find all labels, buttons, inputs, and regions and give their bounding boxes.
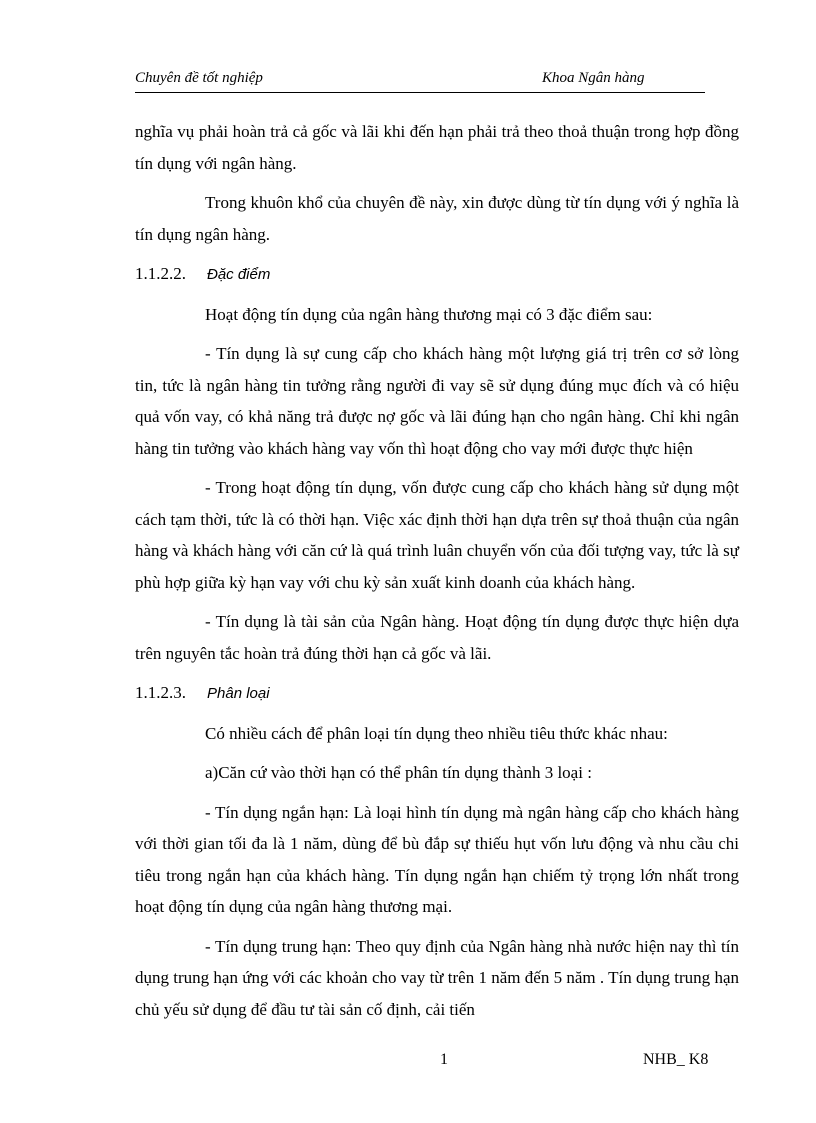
section-heading <box>135 258 739 291</box>
section-number: 1.1.2.3. <box>135 683 186 702</box>
page-number: 1 <box>440 1051 448 1068</box>
paragraph: - Tín dụng ngắn hạn: Là loại hình tín dụng mà ngân hàng cấp cho khách hàng với thời gian tối đa là 1 năm, dùng để bù đắp sự thiếu hụt vốn lưu động và nhu cầu chi tiêu trong ngắn hạn của khách hàng. Tín dụng ngắn hạn chiếm tỷ trọng lớn nhất trong hoạt động tín dụng của ngân hàng thương mại. <box>135 802 739 916</box>
section-title: Đặc điểm <box>207 266 271 283</box>
section-title: Phân loại <box>207 685 270 702</box>
page-header <box>135 68 705 93</box>
paragraph: Hoạt động tín dụng của ngân hàng thương mại có 3 đặc điểm sau: <box>205 304 653 324</box>
header-document-type: Chuyên đề tốt nghiệp <box>135 70 263 86</box>
section-number: 1.1.2.2. <box>135 264 186 283</box>
header-faculty: Khoa Ngân hàng <box>542 70 645 86</box>
paragraph: - Tín dụng là tài sản của Ngân hàng. Hoạt động tín dụng được thực hiện dựa trên nguyên tắc hoàn trả đúng thời hạn cả gốc và lãi. <box>135 612 739 663</box>
paragraph: - Tín dụng là sự cung cấp cho khách hàng một lượng giá trị trên cơ sở lòng tin, tức là ngân hàng tin tưởng rằng người đi vay sẽ sử dụng đúng mục đích và có hiệu quả vốn vay, có khả năng trả được nợ gốc và lãi đúng hạn cho ngân hàng. Chỉ khi ngân hàng tin tưởng vào khách hàng vay vốn thì hoạt động cho vay mới được thực hiện <box>135 344 739 458</box>
paragraph: - Trong hoạt động tín dụng, vốn được cung cấp cho khách hàng sử dụng một cách tạm thời, tức là có thời hạn. Việc xác định thời hạn dựa trên sự thoả thuận của ngân hàng và khách hàng với căn cứ là quá trình luân chuyển vốn của đối tượng vay, tức là sự phù hợp giữa kỳ hạn vay với chu kỳ sản xuất kinh doanh của khách hàng. <box>135 478 739 592</box>
paragraph: Trong khuôn khổ của chuyên đề này, xin được dùng từ tín dụng với ý nghĩa là tín dụng ngân hàng. <box>135 193 739 244</box>
paragraph: a)Căn cứ vào thời hạn có thể phân tín dụng thành 3 loại : <box>205 763 592 782</box>
paragraph: - Tín dụng trung hạn: Theo quy định của Ngân hàng nhà nước hiện nay thì tín dụng trung hạn ứng với các khoản cho vay từ trên 1 năm đến 5 năm . Tín dụng trung hạn chủ yếu sử dụng để đầu tư tài sản cố định, cải tiến <box>135 936 739 1019</box>
paragraph: Có nhiều cách để phân loại tín dụng theo nhiều tiêu thức khác nhau: <box>205 723 668 743</box>
document-body <box>135 116 739 1025</box>
section-heading <box>135 677 739 710</box>
footer-code: NHB_ K8 <box>643 1051 709 1068</box>
paragraph: nghĩa vụ phải hoàn trả cả gốc và lãi khi đến hạn phải trả theo thoả thuận trong hợp đồng tín dụng với ngân hàng. <box>135 122 739 173</box>
